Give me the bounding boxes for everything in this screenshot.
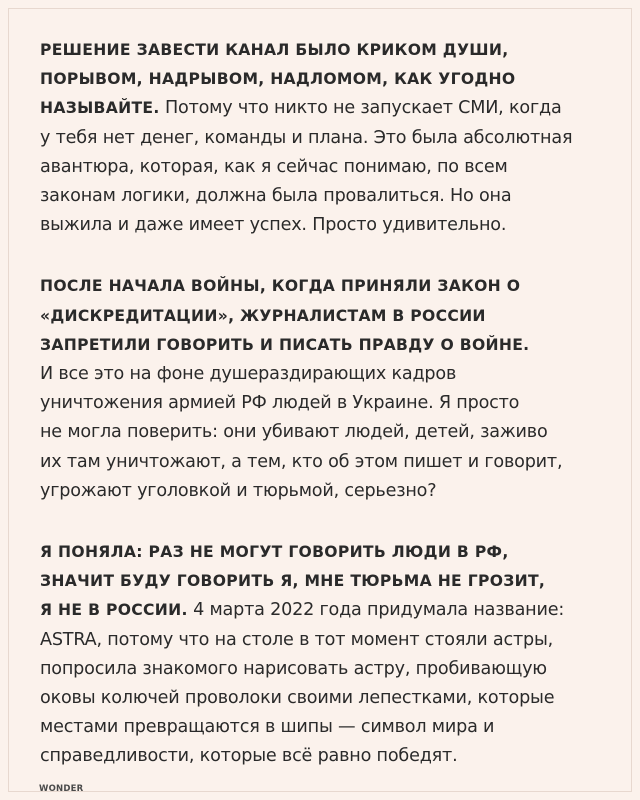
body-text: попросила знакомого нарисовать астру, пробивающую xyxy=(40,658,547,679)
paragraph-line xyxy=(40,418,616,447)
body-text: оковы колючей проволоки своими лепестками, которые xyxy=(40,688,555,709)
paragraph-2 xyxy=(40,272,616,506)
paragraph-line xyxy=(40,713,616,742)
body-text: 4 марта 2022 года придумала название: xyxy=(187,600,565,621)
bold-lead-text: НАЗЫВАЙТЕ. xyxy=(40,99,160,118)
paragraph-line xyxy=(40,124,616,153)
paragraph-line xyxy=(40,389,616,418)
wonder-logo: WONDER xyxy=(39,784,84,794)
body-text: И все это на фоне душераздирающих кадров xyxy=(40,364,457,385)
bold-proper-noun: РОССИИ. xyxy=(105,601,188,620)
paragraph-line xyxy=(40,477,616,506)
paragraph-line xyxy=(40,538,616,567)
paragraph-line xyxy=(40,626,616,655)
bold-proper-noun: РОССИИ xyxy=(410,306,486,325)
body-text: угрожают уголовкой и тюрьмой, серьезно? xyxy=(40,480,437,501)
paragraph-line xyxy=(40,36,616,65)
body-text: местами превращаются в шипы — символ мира и xyxy=(40,717,495,738)
bold-lead-text: Я ПОНЯЛА: РАЗ НЕ МОГУТ ГОВОРИТЬ ЛЮДИ В РФ, xyxy=(40,543,509,562)
paragraph-line xyxy=(40,182,616,211)
paragraph-line xyxy=(40,448,616,477)
body-text: их там уничтожают, а тем, кто об этом пишет и говорит, xyxy=(40,451,563,472)
paragraph-line xyxy=(40,211,616,240)
paragraph-line xyxy=(40,360,616,389)
body-text: не могла поверить: они убивают людей, детей, заживо xyxy=(40,422,548,443)
body-text: Потому что никто не запускает СМИ, когда xyxy=(159,98,562,119)
paragraph-line xyxy=(40,65,616,94)
paragraph-line xyxy=(40,655,616,684)
paragraph-line xyxy=(40,94,616,123)
body-text: справедливости, которые всё равно победят. xyxy=(40,746,458,767)
bold-lead-text: ПОРЫВОМ, НАДРЫВОМ, НАДЛОМОМ, КАК УГОДНО xyxy=(40,70,516,89)
post-body xyxy=(40,36,616,772)
post-card xyxy=(8,8,632,792)
bold-lead-text: ЗНАЧИТ БУДУ ГОВОРИТЬ Я, МНЕ ТЮРЬМА НЕ ГРОЗИТ, xyxy=(40,572,546,591)
body-text: авантюра, которая, как я сейчас понимаю, по всем xyxy=(40,156,508,177)
paragraph-line xyxy=(40,272,616,301)
paragraph-line xyxy=(40,302,616,331)
paragraph-line xyxy=(40,742,616,771)
paragraph-3 xyxy=(40,538,616,772)
paragraph-line xyxy=(40,684,616,713)
paragraph-line xyxy=(40,567,616,596)
paragraph-line xyxy=(40,153,616,182)
paragraph-1 xyxy=(40,36,616,240)
bold-lead-text: РЕШЕНИЕ ЗАВЕСТИ КАНАЛ БЫЛО КРИКОМ ДУШИ, xyxy=(40,41,509,59)
paragraph-line xyxy=(40,596,616,625)
bold-lead-text: Я НЕ В xyxy=(40,601,106,620)
bold-lead-text: «ДИСКРЕДИТАЦИИ», ЖУРНАЛИСТАМ В xyxy=(40,306,411,325)
body-text: ASTRA, потому что на столе в тот момент стояли астры, xyxy=(40,629,554,650)
body-text: у тебя нет денег, команды и плана. Это была абсолютная xyxy=(40,127,573,148)
bold-lead-text: ЗАПРЕТИЛИ ГОВОРИТЬ И ПИСАТЬ ПРАВДУ О ВОЙНЕ. xyxy=(40,335,530,354)
body-text: законам логики, должна была провалиться. Но она xyxy=(40,186,512,207)
bold-lead-text: ПОСЛЕ НАЧАЛА ВОЙНЫ, КОГДА ПРИНЯЛИ ЗАКОН О xyxy=(40,277,521,296)
body-text: уничтожения армией РФ людей в Украине. Я просто xyxy=(40,393,520,414)
paragraph-line xyxy=(40,331,616,360)
body-text: выжила и даже имеет успех. Просто удивительно. xyxy=(40,215,507,236)
